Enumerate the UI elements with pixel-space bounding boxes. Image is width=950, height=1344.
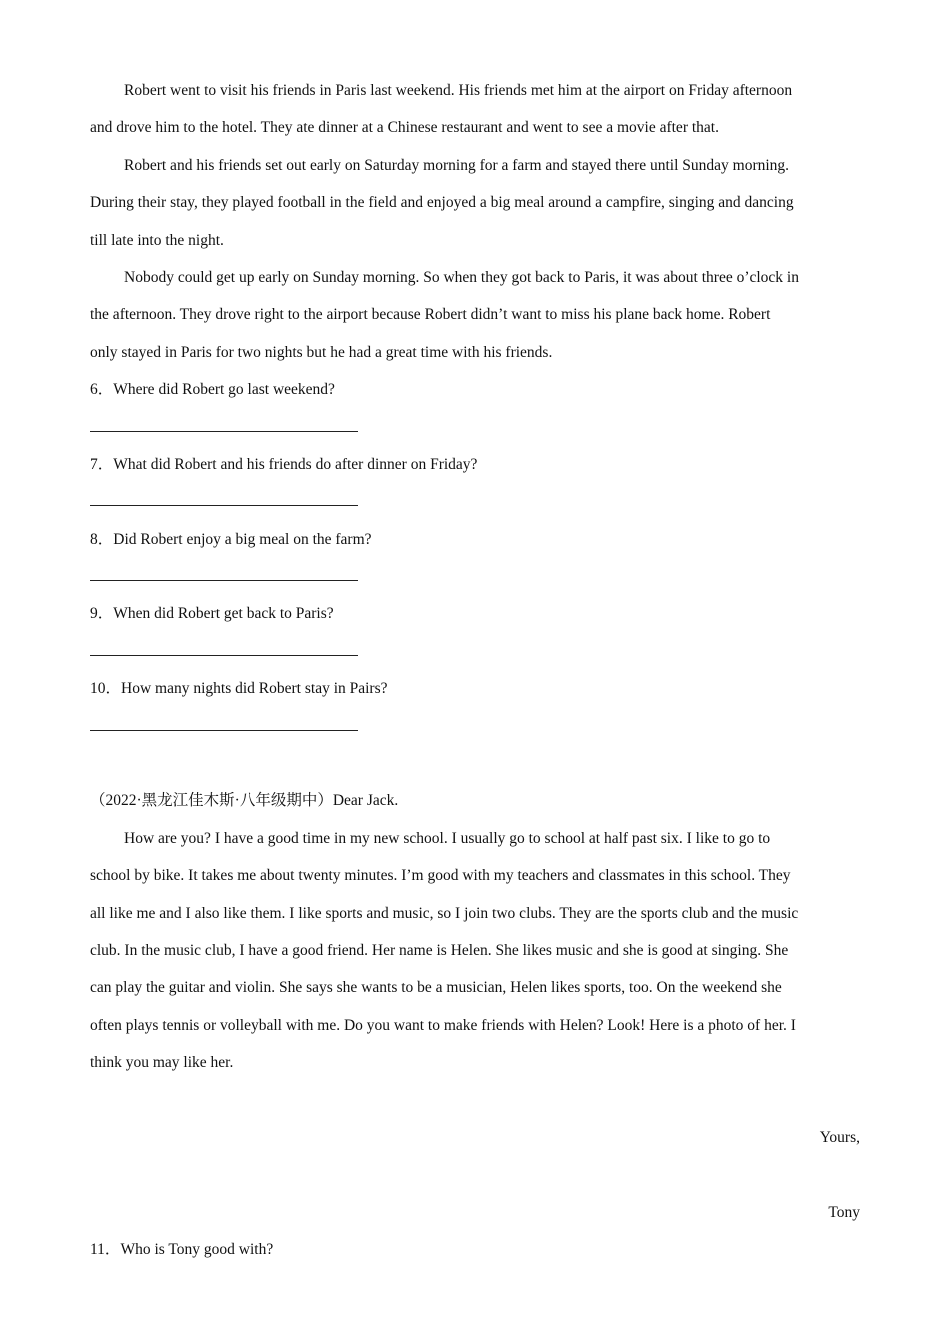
question-text: Did Robert enjoy a big meal on the farm?: [113, 530, 372, 548]
passage-line: During their stay, they played football in the field and enjoyed a big meal around a campfire, singing and dancing: [90, 194, 794, 212]
question-number: 11．: [90, 1241, 121, 1259]
answer-blank-9[interactable]: [90, 633, 860, 670]
letter-closing: Yours,: [819, 1128, 860, 1146]
question-8: [90, 521, 860, 558]
letter-line: often plays tennis or volleyball with me. Do you want to make friends with Helen? Look! Here is a photo of her. I: [90, 1016, 796, 1034]
question-9: [90, 595, 860, 632]
letter-line: How are you? I have a good time in my new school. I usually go to school at half past six. I like to go to: [124, 829, 771, 847]
question-text: Who is Tony good with?: [120, 1241, 274, 1259]
question-number: 10．: [90, 680, 122, 698]
question-number: 9．: [90, 605, 114, 623]
letter-greeting: Dear Jack.: [332, 792, 399, 810]
question-text: When did Robert get back to Paris?: [113, 605, 334, 623]
document-page: [90, 72, 860, 1269]
passage-line: Robert went to visit his friends in Paris last weekend. His friends met him at the airport on Friday afternoon: [124, 82, 793, 99]
question-text: Where did Robert go last weekend?: [113, 381, 335, 399]
answer-blank-6[interactable]: [90, 409, 860, 446]
question-7: [90, 446, 860, 483]
question-6: [90, 371, 860, 408]
letter-heading: [90, 782, 860, 819]
question-10: [90, 670, 860, 707]
passage-line: Nobody could get up early on Sunday morning. So when they got back to Paris, it was about three o’clock in: [124, 268, 799, 286]
answer-blank-10[interactable]: [90, 708, 860, 745]
letter-line: can play the guitar and violin. She says she wants to be a musician, Helen likes sports, too. On the weekend she: [90, 979, 782, 997]
answer-blank-7[interactable]: [90, 483, 860, 520]
question-text: What did Robert and his friends do after dinner on Friday?: [113, 455, 478, 473]
passage-line: only stayed in Paris for two nights but he had a great time with his friends.: [90, 343, 553, 361]
section-gap: [90, 745, 860, 782]
letter-line: club. In the music club, I have a good friend. Her name is Helen. She likes music and she is good at singing. She: [90, 941, 789, 959]
passage-line: and drove him to the hotel. They ate dinner at a Chinese restaurant and went to see a movie after that.: [90, 119, 719, 137]
question-11: [90, 1231, 860, 1268]
letter-gap: [90, 1156, 860, 1193]
passage-line: Robert and his friends set out early on Saturday morning for a farm and stayed there until Sunday morning.: [124, 156, 790, 174]
question-text: How many nights did Robert stay in Pairs?: [121, 680, 388, 698]
source-label: （2022·黑龙江佳木斯·八年级期中）: [90, 792, 333, 810]
letter-signature: Tony: [828, 1203, 860, 1221]
passage-letter: [90, 782, 860, 1231]
answer-blank-8[interactable]: [90, 558, 860, 595]
question-list-robert: [90, 371, 860, 745]
passage-robert: [90, 72, 860, 371]
passage-line: till late into the night.: [90, 231, 224, 249]
passage-line: the afternoon. They drove right to the airport because Robert didn’t want to miss his plane back home. Robert: [90, 306, 771, 324]
letter-line: school by bike. It takes me about twenty minutes. I’m good with my teachers and classmates in this school. They: [90, 867, 791, 885]
question-number: 8．: [90, 530, 114, 548]
question-list-letter: [90, 1231, 860, 1268]
question-number: 6．: [90, 381, 114, 399]
letter-line: all like me and I also like them. I like sports and music, so I join two clubs. They are the sports club and the music: [90, 904, 799, 922]
question-number: 7．: [90, 455, 114, 473]
letter-gap: [90, 1082, 860, 1119]
letter-line: think you may like her.: [90, 1054, 234, 1072]
